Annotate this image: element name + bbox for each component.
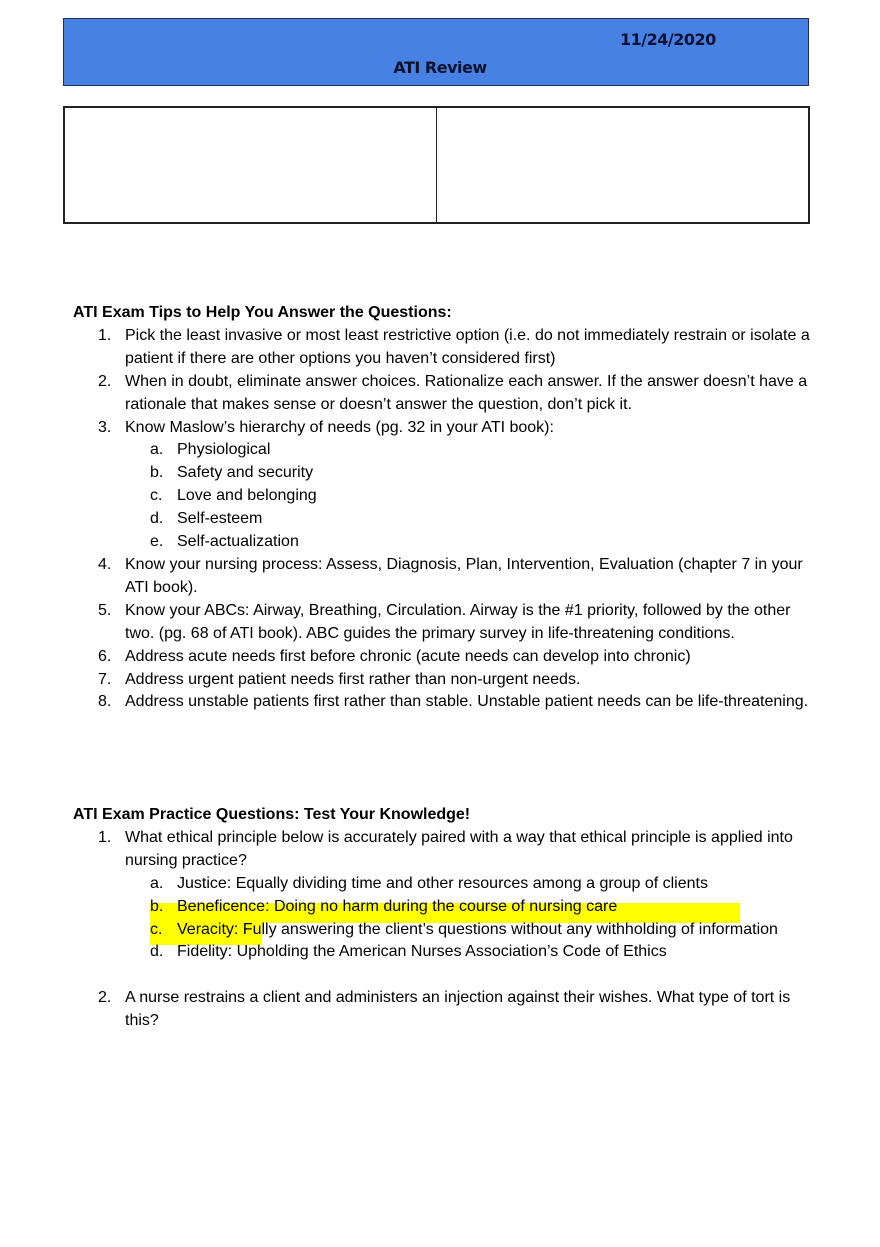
list-text: Love and belonging	[177, 487, 317, 505]
list-text: Address urgent patient needs first rather than non-urgent needs.	[125, 670, 581, 688]
list-text: Veracity: Fully answering the client’s questions without any withholding of information	[177, 920, 778, 938]
list-text: Beneficence: Doing no harm during the course of nursing care	[177, 897, 618, 915]
list-item	[73, 554, 813, 600]
list-text: Safety and security	[177, 464, 314, 482]
list-item	[73, 371, 813, 417]
list-text: Physiological	[177, 441, 271, 459]
list-number: a.	[150, 441, 164, 459]
list-text: Self-esteem	[177, 510, 263, 528]
info-cell-left	[65, 108, 436, 222]
list-number: d.	[150, 510, 164, 528]
list-text: Fidelity: Upholding the American Nurses Association’s Code of Ethics	[177, 943, 667, 961]
answer-options	[73, 873, 813, 965]
list-item	[73, 325, 813, 371]
list-text: Pick the least invasive or most least restrictive option (i.e. do not immediately restrain or isolate a patient if there are other options you haven’t considered first)	[125, 326, 810, 367]
answer-option	[73, 896, 813, 919]
list-number: e.	[150, 533, 164, 551]
info-table	[63, 106, 810, 224]
list-item	[73, 669, 813, 692]
list-number: 5.	[98, 601, 112, 619]
sub-list-item	[73, 462, 813, 485]
question-1	[73, 827, 813, 873]
list-number: 3.	[98, 418, 112, 436]
list-number: a.	[150, 874, 164, 892]
list-item	[73, 646, 813, 669]
list-text: Address acute needs first before chronic (acute needs can develop into chronic)	[125, 647, 691, 665]
list-number: 6.	[98, 647, 112, 665]
list-number: 2.	[98, 989, 112, 1007]
list-number: b.	[150, 897, 164, 915]
list-number: 4.	[98, 555, 112, 573]
exam-tips-section	[73, 302, 813, 714]
question-2	[73, 987, 813, 1033]
sub-list-item	[73, 531, 813, 554]
list-number: 2.	[98, 372, 112, 390]
list-number: c.	[150, 920, 163, 938]
header-date: 11/24/2020	[620, 30, 716, 49]
list-number: 1.	[98, 828, 112, 846]
list-item	[73, 691, 813, 714]
list-number: 7.	[98, 670, 112, 688]
list-text: Address unstable patients first rather than stable. Unstable patient needs can be life-threatening.	[125, 693, 809, 711]
section-heading: ATI Exam Practice Questions: Test Your Knowledge!	[73, 806, 471, 823]
question-text: A nurse restrains a client and administers an injection against their wishes. What type of tort is this?	[125, 989, 791, 1030]
info-cell-right	[436, 108, 808, 222]
list-item	[73, 600, 813, 646]
tips-list	[73, 325, 813, 714]
answer-option	[73, 941, 813, 964]
sub-list-item	[73, 508, 813, 531]
list-number: c.	[150, 487, 163, 505]
list-item	[73, 417, 813, 440]
question-text: What ethical principle below is accurately paired with a way that ethical principle is applied into nursing practice?	[125, 828, 793, 869]
list-text: Know your ABCs: Airway, Breathing, Circulation. Airway is the #1 priority, followed by the other two. (pg. 68 of ATI book). ABC guides the primary survey in life-threatening conditions.	[125, 601, 791, 642]
sub-list-item	[73, 485, 813, 508]
list-text: Know Maslow’s hierarchy of needs (pg. 32 in your ATI book):	[125, 418, 554, 436]
list-text: Self-actualization	[177, 533, 299, 551]
list-text: Know your nursing process: Assess, Diagnosis, Plan, Intervention, Evaluation (chapter 7 in your ATI book).	[125, 555, 803, 596]
page-title: ATI Review	[393, 58, 487, 77]
list-number: 8.	[98, 693, 112, 711]
list-number: 1.	[98, 326, 112, 344]
practice-questions-section	[73, 804, 813, 1033]
list-number: b.	[150, 464, 164, 482]
sub-list-item	[73, 439, 813, 462]
answer-option	[73, 873, 813, 896]
section-heading: ATI Exam Tips to Help You Answer the Questions:	[73, 304, 452, 321]
answer-option	[73, 919, 813, 942]
list-text: Justice: Equally dividing time and other resources among a group of clients	[177, 874, 708, 892]
list-text: When in doubt, eliminate answer choices. Rationalize each answer. If the answer doesn’t have a rationale that makes sense or doesn’t answer the question, don’t pick it.	[125, 372, 808, 413]
list-number: d.	[150, 943, 164, 961]
